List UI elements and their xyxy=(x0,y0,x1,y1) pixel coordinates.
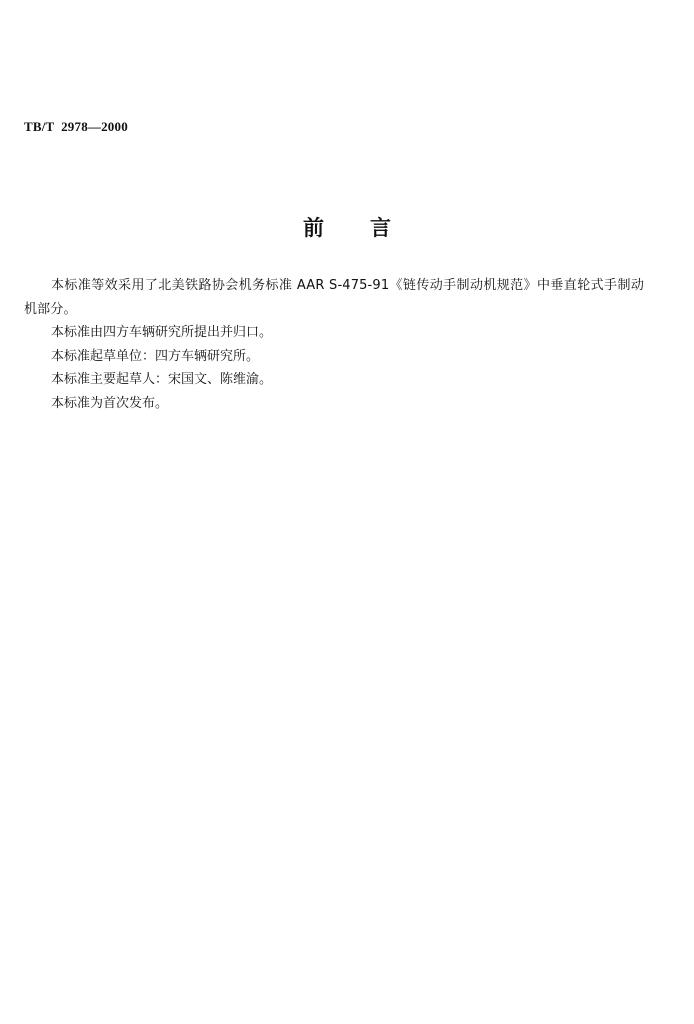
foreword-body xyxy=(24,274,644,415)
paragraph-drafters: 本标准主要起草人：宋国文、陈维渝。 xyxy=(51,372,273,387)
paragraph-adoption: 本标准等效采用了北美铁路协会机务标准 AAR S-475-91《链传动手制动机规范》中垂直轮式手制动机部分。 xyxy=(24,278,644,317)
paragraph-drafting-unit: 本标准起草单位：四方车辆研究所。 xyxy=(51,348,260,364)
title-char-1: 前 xyxy=(303,216,324,240)
standard-code: TB/T 2978—2000 xyxy=(24,119,128,134)
paragraph-first-release: 本标准为首次发布。 xyxy=(51,395,169,411)
title-char-2: 言 xyxy=(370,216,391,240)
paragraph-proposer: 本标准由四方车辆研究所提出并归口。 xyxy=(51,325,273,340)
page-title xyxy=(0,214,694,242)
